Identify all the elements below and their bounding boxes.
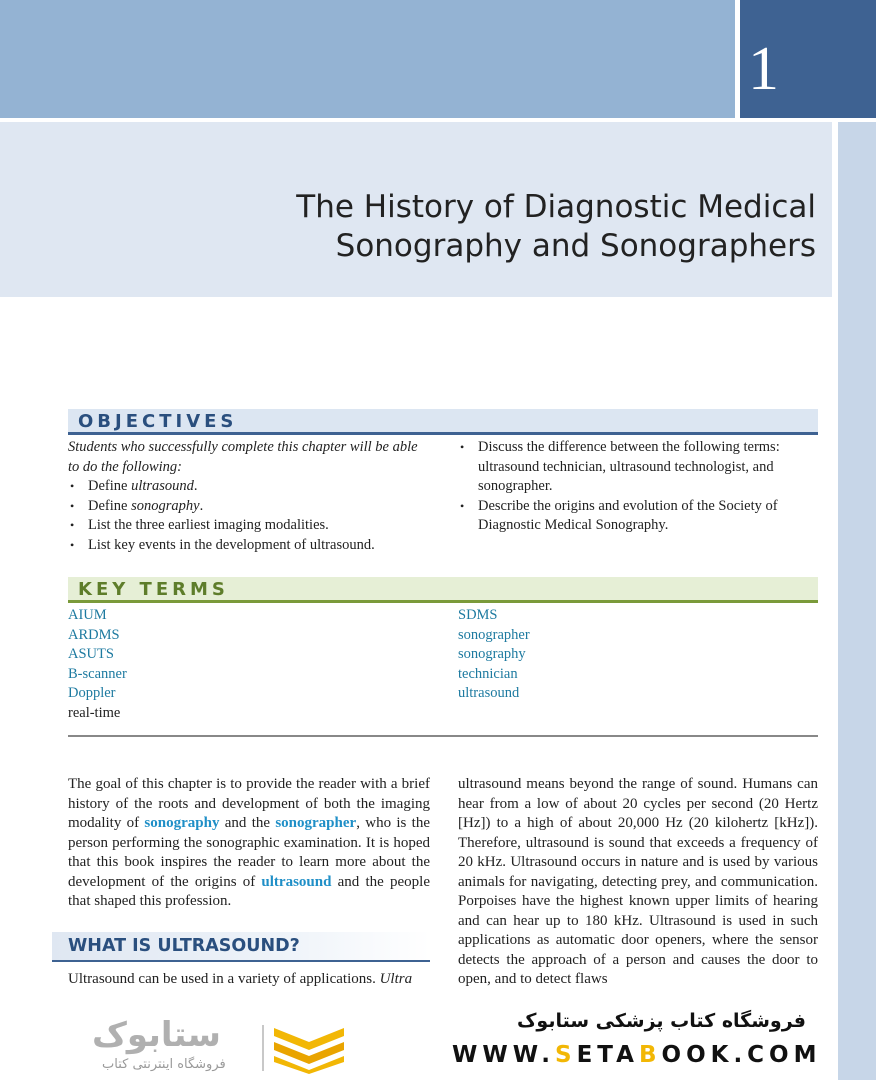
body-text-italic: Ultra bbox=[379, 971, 413, 987]
objective-item bbox=[68, 477, 428, 497]
objective-text: List the three earliest imaging modalities. bbox=[88, 517, 329, 533]
chapter-title bbox=[296, 188, 816, 266]
section-divider bbox=[68, 735, 818, 737]
objective-item: • Discuss the difference between the following terms: ultrasound technician, ultrasound technologist, and sonographer. bbox=[458, 438, 820, 497]
header-band bbox=[0, 0, 735, 118]
key-terms-heading: KEY TERMS bbox=[78, 579, 229, 600]
objectives-heading: OBJECTIVES bbox=[78, 411, 238, 432]
objective-item bbox=[68, 516, 428, 536]
chapter-title-line-1: The History of Diagnostic Medical bbox=[296, 189, 816, 225]
url-part: ETA bbox=[576, 1042, 639, 1068]
objectives-right-column bbox=[458, 438, 820, 536]
objective-item bbox=[68, 536, 428, 556]
key-term-link[interactable]: AIUM bbox=[68, 607, 107, 623]
term-link-sonography[interactable]: sonography bbox=[144, 815, 220, 831]
objective-text: Define bbox=[88, 478, 132, 494]
objectives-right-list bbox=[458, 438, 820, 536]
term-link-sonographer[interactable]: sonographer bbox=[275, 815, 357, 831]
url-part-accent: B bbox=[638, 1042, 662, 1068]
body-paragraph-1 bbox=[68, 775, 430, 912]
logo-subtitle: فروشگاه اینترنتی کتاب bbox=[102, 1057, 226, 1072]
book-logo-icon bbox=[272, 1022, 346, 1074]
objectives-left-column bbox=[68, 438, 428, 555]
objective-item: • Describe the origins and evolution of the Society of Diagnostic Medical Sonography. bbox=[458, 497, 820, 536]
body-paragraph-2 bbox=[68, 970, 430, 990]
objective-text-italic: ultrasound bbox=[131, 478, 194, 494]
key-term-link[interactable]: sonography bbox=[458, 646, 526, 662]
objective-text: List key events in the development of ultrasound. bbox=[88, 536, 375, 553]
key-term-link[interactable]: ARDMS bbox=[68, 626, 120, 643]
url-part: WWW. bbox=[452, 1042, 555, 1068]
key-term-link[interactable]: Doppler bbox=[68, 685, 116, 701]
key-terms-heading-bar bbox=[68, 577, 818, 603]
key-term-link[interactable]: B-scanner bbox=[68, 665, 127, 682]
store-url[interactable] bbox=[452, 1042, 822, 1068]
url-part-accent: S bbox=[554, 1042, 577, 1068]
key-term-link[interactable]: technician bbox=[458, 665, 518, 682]
url-part: OOK.COM bbox=[661, 1042, 822, 1068]
chapter-title-line-2: Sonography and Sonographers bbox=[335, 228, 816, 264]
key-term-link[interactable]: SDMS bbox=[458, 607, 498, 623]
key-term-link[interactable]: ultrasound bbox=[458, 685, 520, 701]
page-edge-strip bbox=[838, 122, 876, 1080]
objective-text-italic: sonography bbox=[131, 497, 200, 514]
body-text: and the bbox=[219, 815, 276, 831]
body-text: The goal of this chapter is to provide the reader with a brief history of the roots and development of both the imaging modality of bbox=[68, 776, 430, 831]
body-text: and the people that shaped this profession. bbox=[68, 873, 430, 909]
key-term-plain: real-time bbox=[68, 704, 121, 721]
term-link-ultrasound[interactable]: ultrasound bbox=[261, 873, 332, 890]
logo-wordmark: ستابوک bbox=[92, 1015, 221, 1055]
section-heading-bar bbox=[52, 932, 430, 962]
section-heading: WHAT IS ULTRASOUND? bbox=[68, 936, 300, 956]
key-term-link[interactable]: ASUTS bbox=[68, 646, 114, 662]
body-text: Ultrasound can be used in a variety of applications. bbox=[68, 971, 380, 987]
objective-item bbox=[68, 497, 428, 517]
store-logo bbox=[92, 1015, 267, 1077]
logo-divider bbox=[262, 1025, 264, 1071]
objectives-intro: Students who successfully complete this chapter will be able to do the following: bbox=[68, 439, 418, 475]
objectives-heading-bar bbox=[68, 409, 818, 435]
objective-text: . bbox=[193, 478, 198, 494]
key-terms-right-column bbox=[458, 606, 818, 704]
body-right-column: ultrasound means beyond the range of sound. Humans can hear from a low of about 20 cycles per second (20 Hertz [Hz]) to a high of about 20,000 Hz (20 kilohertz [kHz]). Therefore, ultrasound is sound that exceeds a frequency of 20 kHz. Ultrasound occurs in nature and is used by various animals for navigating, detecting prey, and communication. Porpoises have the highest known upper limits of hearing and can hear up to 180 kHz. Ultrasound is used in such applications as automatic door openers, where the sensor detects the approach of a person and causes the door to open, and to detect flaws bbox=[458, 776, 818, 987]
body-text: , who is the person performing the sonographic examination. It is hoped that this book inspires the reader to learn more about the development of the origins of bbox=[68, 815, 430, 890]
objectives-left-list bbox=[68, 477, 428, 555]
objective-text: Define bbox=[88, 497, 132, 514]
store-name: فروشگاه کتاب پزشکی ستابوک bbox=[516, 1010, 806, 1032]
key-terms-left-column bbox=[68, 606, 428, 723]
key-term-link[interactable]: sonographer bbox=[458, 626, 530, 643]
objective-text: . bbox=[199, 497, 204, 514]
chapter-number: 1 bbox=[748, 35, 779, 103]
